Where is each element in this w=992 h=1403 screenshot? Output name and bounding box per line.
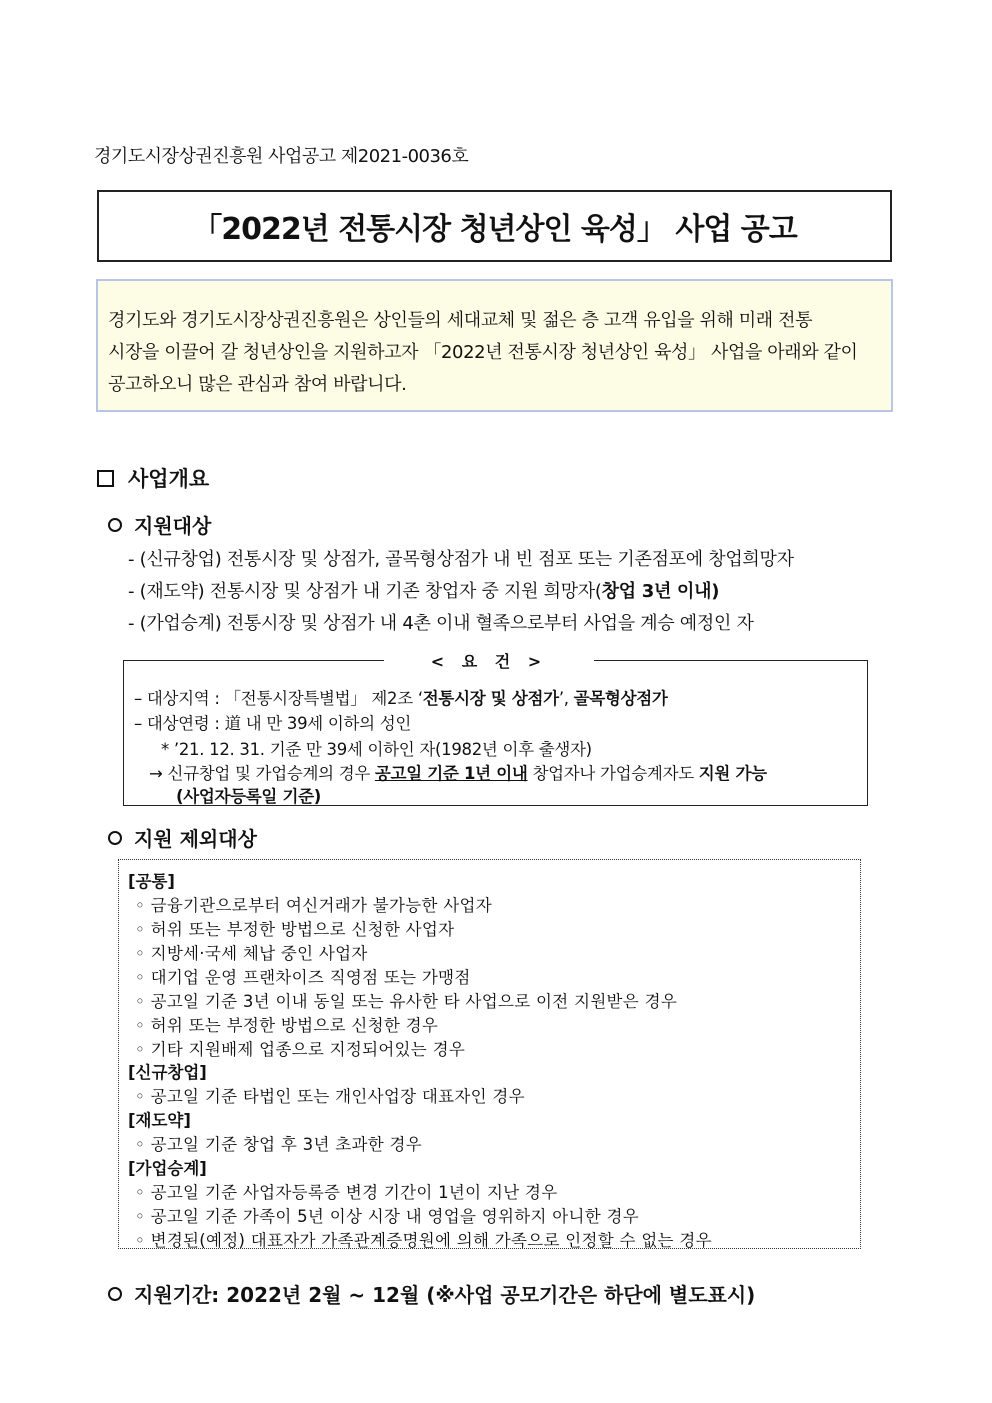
intro-line-3: 공고하오니 많은 관심과 참여 바랍니다. <box>108 374 407 395</box>
requirement-arrow-note: → 신규창업 및 가업승계의 경우 공고일 기준 1년 이내 창업자나 가업승계자도 지원 가능 <box>149 764 767 783</box>
circle-bullet-icon <box>108 831 122 845</box>
page-title: 「2022년 전통시장 청년상인 육성」 사업 공고 <box>192 212 797 247</box>
requirement-age: – 대상연령 : 道 내 만 39세 이하의 성인 <box>134 714 412 733</box>
section-heading <box>97 463 209 493</box>
circle-bullet-icon <box>108 518 122 532</box>
circle-bullet-icon <box>108 1287 122 1301</box>
exclusion-heading <box>108 823 257 852</box>
target-heading-label: 지원대상 <box>134 514 212 538</box>
intro-line-1: 경기도와 경기도시장상권진흥원은 상인들의 세대교체 및 젊은 층 고객 유입을 위해 미래 전통 <box>108 310 813 331</box>
title-box <box>97 190 892 262</box>
exclusion-item: ◦ 허위 또는 부정한 방법으로 신청한 사업자 <box>135 920 455 939</box>
requirements-box <box>123 652 868 806</box>
section-title: 사업개요 <box>128 467 210 491</box>
exclusion-item: ◦ 공고일 기준 사업자등록증 변경 기간이 1년이 지난 경우 <box>135 1183 558 1202</box>
requirements-title: < 요 건 > <box>384 649 594 672</box>
exclusion-item: ◦ 공고일 기준 가족이 5년 이상 시장 내 영업을 영위하지 아니한 경우 <box>135 1207 640 1226</box>
requirement-arrow-note-2: (사업자등록일 기준) <box>176 787 322 806</box>
exclusion-item: ◦ 대기업 운영 프랜차이즈 직영점 또는 가맹점 <box>135 968 471 987</box>
exclusion-heading-label: 지원 제외대상 <box>134 827 257 851</box>
exclusion-category-common: [공통] <box>128 872 175 891</box>
exclusion-item: ◦ 공고일 기준 타법인 또는 개인사업장 대표자인 경우 <box>135 1087 525 1106</box>
exclusion-item: ◦ 공고일 기준 창업 후 3년 초과한 경우 <box>135 1135 422 1154</box>
exclusion-item: ◦ 공고일 기준 3년 이내 동일 또는 유사한 타 사업으로 이전 지원받은 경우 <box>135 992 678 1011</box>
target-item-leap: - (재도약) 전통시장 및 상점가 내 기존 창업자 중 지원 희망자(창업 3년 이내) <box>128 581 720 602</box>
exclusion-item: ◦ 변경된(예정) 대표자가 가족관계증명원에 의해 가족으로 인정할 수 없는 경우 <box>135 1231 712 1250</box>
exclusion-category-succession: [가업승계] <box>128 1159 207 1178</box>
period-heading <box>108 1279 755 1308</box>
period-text: 지원기간: 2022년 2월 ~ 12월 (※사업 공모기간은 하단에 별도표시) <box>134 1283 756 1307</box>
exclusion-item: ◦ 기타 지원배제 업종으로 지정되어있는 경우 <box>135 1040 466 1059</box>
target-item-new: - (신규창업) 전통시장 및 상점가, 골목형상점가 내 빈 점포 또는 기존점포에 창업희망자 <box>128 549 794 570</box>
target-item-succession: - (가업승계) 전통시장 및 상점가 내 4촌 이내 혈족으로부터 사업을 계승 예정인 자 <box>128 613 754 634</box>
target-heading <box>108 510 211 539</box>
notice-number: 경기도시장상권진흥원 사업공고 제2021-0036호 <box>94 146 469 167</box>
exclusion-item: ◦ 지방세·국세 체납 중인 사업자 <box>135 944 368 963</box>
exclusion-category-leap: [재도약] <box>128 1111 191 1130</box>
exclusion-category-new: [신규창업] <box>128 1063 207 1082</box>
target-item-leap-bold: 창업 3년 이내) <box>601 581 720 602</box>
requirement-region: – 대상지역 : 「전통시장특별법」 제2조 ‘전통시장 및 상점가’, 골목형상점가 <box>134 689 668 708</box>
exclusion-item: ◦ 금융기관으로부터 여신거래가 불가능한 사업자 <box>135 896 492 915</box>
exclusion-box <box>118 859 861 1249</box>
intro-box <box>96 279 893 412</box>
exclusion-item: ◦ 허위 또는 부정한 방법으로 신청한 경우 <box>135 1016 439 1035</box>
intro-line-2: 시장을 이끌어 갈 청년상인을 지원하고자 「2022년 전통시장 청년상인 육성」 사업을 아래와 같이 <box>108 342 858 363</box>
square-bullet-icon <box>97 470 114 487</box>
requirement-age-note: * ’21. 12. 31. 기준 만 39세 이하인 자(1982년 이후 출생자) <box>161 740 592 759</box>
